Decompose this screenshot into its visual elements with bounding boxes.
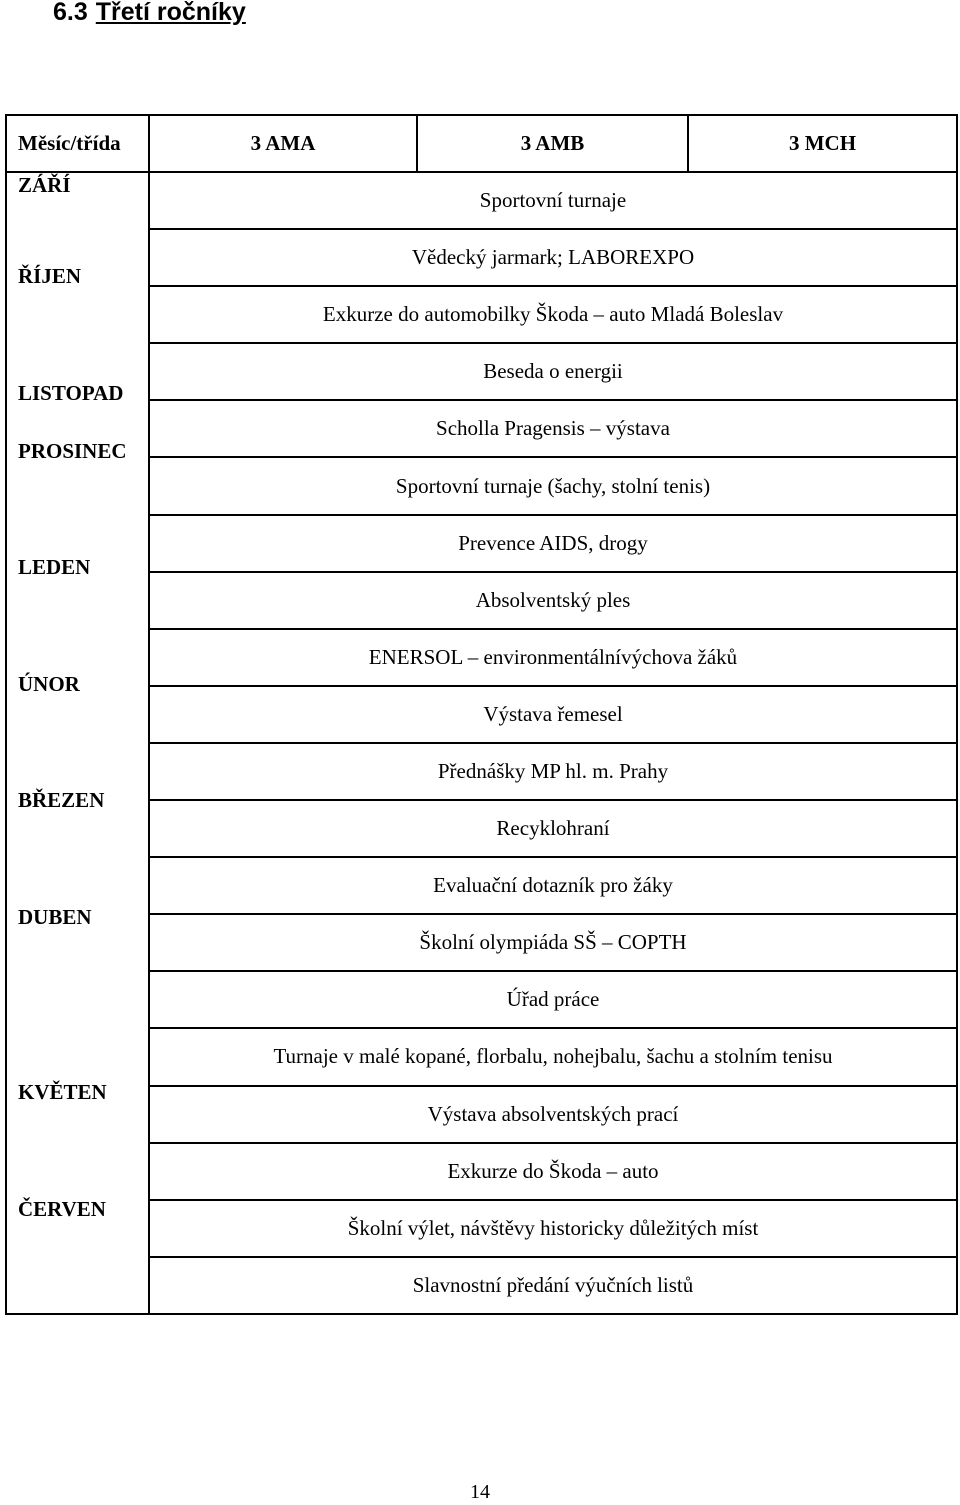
table-row xyxy=(6,572,957,629)
table-row xyxy=(6,400,957,457)
header-month-class: Měsíc/třída xyxy=(6,115,149,172)
table-row xyxy=(6,1028,957,1085)
activity-cell: Turnaje v malé kopané, florbalu, nohejbalu, šachu a stolním tenisu xyxy=(149,1028,957,1085)
table-row xyxy=(6,1086,957,1143)
activity-cell: Výstava absolventských prací xyxy=(149,1086,957,1143)
activity-cell: Vědecký jarmark; LABOREXPO xyxy=(149,229,957,286)
activity-cell: Slavnostní předání výučních listů xyxy=(149,1257,957,1314)
activity-cell: Exkurze do automobilky Škoda – auto Mladá Boleslav xyxy=(149,286,957,343)
table-row xyxy=(6,971,957,1028)
activity-cell: Evaluační dotazník pro žáky xyxy=(149,857,957,914)
activity-cell: Školní olympiáda SŠ – COPTH xyxy=(149,914,957,971)
table-row xyxy=(6,515,957,572)
month-label: LISTOPAD xyxy=(18,380,124,405)
month-label: BŘEZEN xyxy=(18,788,105,813)
activity-cell: Přednášky MP hl. m. Prahy xyxy=(149,743,957,800)
activity-cell: Scholla Pragensis – výstava xyxy=(149,400,957,457)
month-label: ČERVEN xyxy=(18,1196,106,1221)
header-3amb: 3 AMB xyxy=(417,115,688,172)
activity-cell: Prevence AIDS, drogy xyxy=(149,515,957,572)
header-3mch: 3 MCH xyxy=(688,115,957,172)
table-row xyxy=(6,1200,957,1257)
table-row xyxy=(6,457,957,514)
month-label: ÚNOR xyxy=(18,671,80,696)
table-row xyxy=(6,857,957,914)
month-label: DUBEN xyxy=(18,904,92,929)
month-label: PROSINEC xyxy=(18,438,127,463)
table-row xyxy=(6,743,957,800)
table-row xyxy=(6,914,957,971)
page-number: 14 xyxy=(470,1481,490,1503)
activity-cell: Sportovní turnaje xyxy=(149,172,957,229)
activity-cell: Absolventský ples xyxy=(149,572,957,629)
month-label: ŘÍJEN xyxy=(18,264,82,288)
activity-cell: Beseda o energii xyxy=(149,343,957,400)
header-3ama: 3 AMA xyxy=(149,115,417,172)
activity-schedule-table xyxy=(5,114,958,1315)
table-header-row xyxy=(6,115,957,172)
table-row xyxy=(6,1143,957,1200)
table-row xyxy=(6,800,957,857)
activity-cell: Úřad práce xyxy=(149,971,957,1028)
table-row xyxy=(6,286,957,343)
activity-cell: ENERSOL – environmentálnívýchova žáků xyxy=(149,629,957,686)
activity-cell: Školní výlet, návštěvy historicky důležitých míst xyxy=(149,1200,957,1257)
table-row xyxy=(6,229,957,286)
table-row xyxy=(6,172,957,229)
table-row xyxy=(6,686,957,743)
month-label: LEDEN xyxy=(18,555,91,580)
activity-cell: Sportovní turnaje (šachy, stolní tenis) xyxy=(149,457,957,514)
table-row xyxy=(6,629,957,686)
table-row xyxy=(6,1257,957,1314)
activity-cell: Recyklohraní xyxy=(149,800,957,857)
section-title: Třetí ročníky xyxy=(95,0,246,26)
month-label: ZÁŘÍ xyxy=(18,173,71,197)
activity-cell: Exkurze do Škoda – auto xyxy=(149,1143,957,1200)
section-heading xyxy=(53,0,246,27)
table-row xyxy=(6,343,957,400)
activity-cell: Výstava řemesel xyxy=(149,686,957,743)
section-number: 6.3 xyxy=(53,0,88,26)
month-label: KVĚTEN xyxy=(18,1079,107,1104)
months-column xyxy=(6,172,149,1314)
